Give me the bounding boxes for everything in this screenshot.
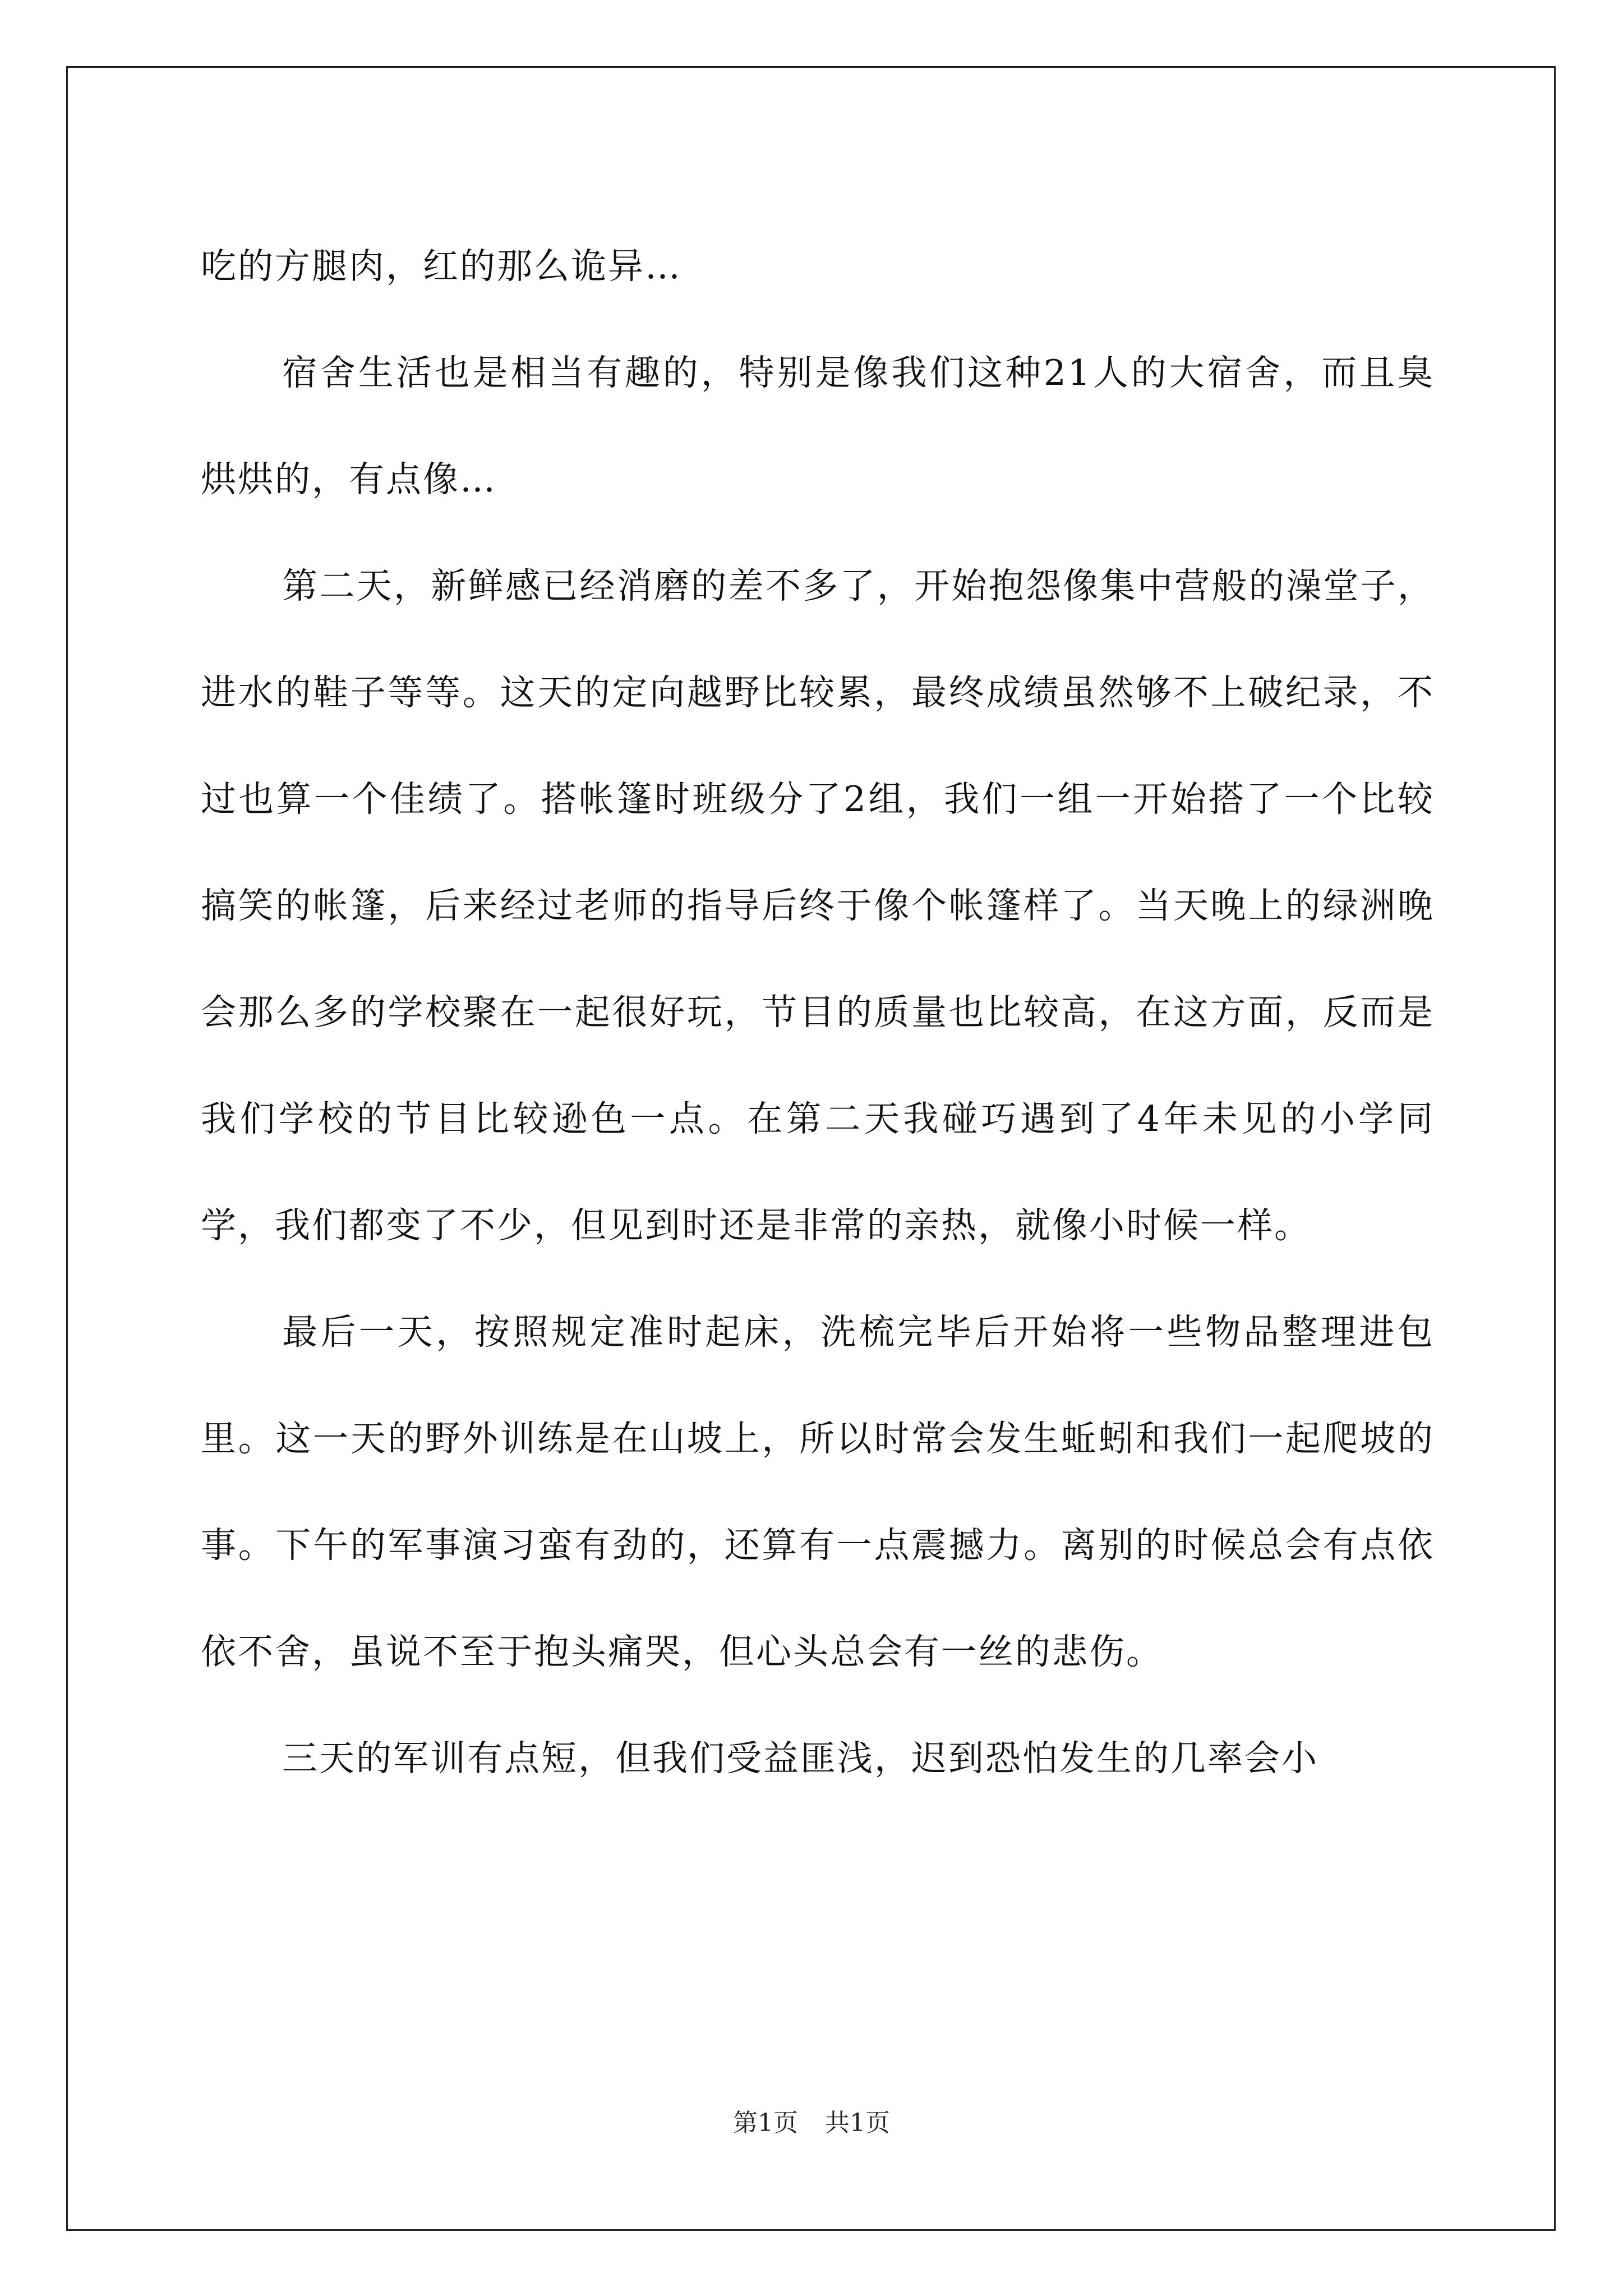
paragraph: 宿舍生活也是相当有趣的，特别是像我们这种21人的大宿舍，而且臭烘烘的，有点像… xyxy=(201,352,1435,500)
document-body xyxy=(201,213,1435,1812)
page-total: 共1页 xyxy=(825,2109,890,2137)
paragraph: 最后一天，按照规定准时起床，洗梳完毕后开始将一些物品整理进包里。这一天的野外训练是在山坡上，所以时常会发生蚯蚓和我们一起爬坡的事。下午的军事演习蛮有劲的，还算有一点震撼力。离别的时候总会有点依依不舍，虽说不至于抱头痛哭，但心头总会有一丝的悲伤。 xyxy=(201,1312,1435,1672)
page-number: 第1页 xyxy=(733,2109,798,2137)
paragraph: 吃的方腿肉，红的那么诡异… xyxy=(201,246,682,287)
page-footer xyxy=(0,2106,1623,2140)
paragraph: 三天的军训有点短，但我们受益匪浅，迟到恐怕发生的几率会小 xyxy=(282,1738,1318,1779)
paragraph: 第二天，新鲜感已经消磨的差不多了，开始抱怨像集中营般的澡堂子，进水的鞋子等等。这天的定向越野比较累，最终成绩虽然够不上破纪录，不过也算一个佳绩了。搭帐篷时班级分了2组，我们一组一开始搭了一个比较搞笑的帐篷，后来经过老师的指导后终于像个帐篷样了。当天晚上的绿洲晚会那么多的学校聚在一起很好玩，节目的质量也比较高，在这方面，反而是我们学校的节目比较逊色一点。在第二天我碰巧遇到了4年未见的小学同学，我们都变了不少，但见到时还是非常的亲热，就像小时候一样。 xyxy=(201,565,1435,1246)
